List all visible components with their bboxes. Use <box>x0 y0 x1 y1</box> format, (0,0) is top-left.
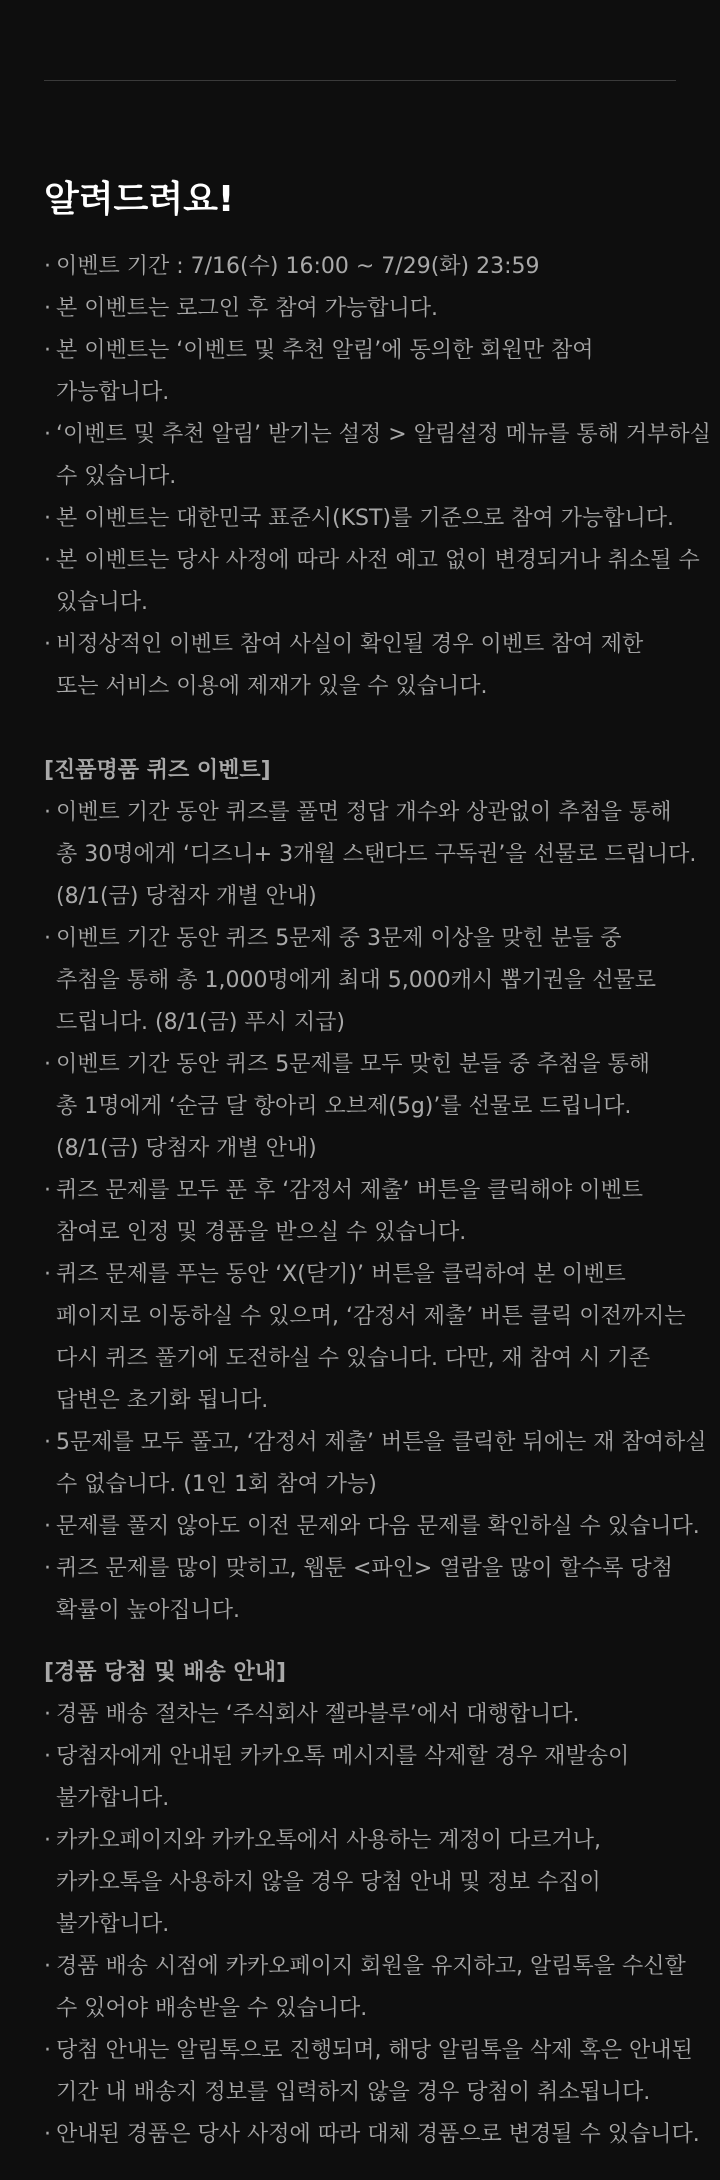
prize-notice-item-line: 수 있어야 배송받을 수 있습니다. <box>56 1996 368 2021</box>
quiz-notice-item <box>44 1044 684 1170</box>
bullet-dot: · <box>44 1430 51 1455</box>
general-notice-item-line: 본 이벤트는 로그인 후 참여 가능합니다. <box>56 296 438 321</box>
prize-notice-item <box>44 2114 700 2156</box>
prize-notice-item <box>44 1946 684 2030</box>
quiz-notice-item-line: 이벤트 기간 동안 퀴즈를 풀면 정답 개수와 상관없이 추첨을 통해 <box>56 800 672 825</box>
general-notice-item-line: 이벤트 기간 : 7/16(수) 16:00 ~ 7/29(화) 23:59 <box>56 254 540 279</box>
bullet-dot: · <box>44 1702 51 1727</box>
general-notice-item <box>44 414 711 498</box>
general-notice-item-line: 있습니다. <box>56 590 149 615</box>
quiz-notice-item-line: (8/1(금) 당첨자 개별 안내) <box>56 884 317 909</box>
top-divider <box>44 80 676 81</box>
prize-notice-item-line: 당첨자에게 안내된 카카오톡 메시지를 삭제할 경우 재발송이 <box>56 1744 630 1769</box>
quiz-notice-item <box>44 918 684 1044</box>
quiz-notice-item <box>44 1548 684 1632</box>
bullet-dot: · <box>44 422 51 447</box>
notice-title: 알려드려요! <box>44 179 235 220</box>
general-notice-item <box>44 624 684 708</box>
bullet-dot: · <box>44 338 51 363</box>
quiz-notice-list <box>44 792 707 1632</box>
prize-notice-item <box>44 1820 684 1946</box>
bullet-dot: · <box>44 2038 51 2063</box>
quiz-notice-item-line: 답변은 초기화 됩니다. <box>56 1388 269 1413</box>
bullet-dot: · <box>44 2122 51 2147</box>
prize-notice-item <box>44 1694 684 1736</box>
bullet-dot: · <box>44 1556 51 1581</box>
general-notice-item-line: 또는 서비스 이용에 제재가 있을 수 있습니다. <box>56 674 488 699</box>
quiz-notice-item-line: 문제를 풀지 않아도 이전 문제와 다음 문제를 확인하실 수 있습니다. <box>56 1514 700 1539</box>
bullet-dot: · <box>44 1262 51 1287</box>
quiz-notice-item-line: 이벤트 기간 동안 퀴즈 5문제 중 3문제 이상을 맞힌 분들 중 <box>56 926 622 951</box>
bullet-dot: · <box>44 1514 51 1539</box>
bullet-dot: · <box>44 1744 51 1769</box>
general-notice-item-line: 가능합니다. <box>56 380 170 405</box>
quiz-notice-item <box>44 1422 707 1506</box>
quiz-notice-item-line: 추첨을 통해 총 1,000명에게 최대 5,000캐시 뽑기권을 선물로 <box>56 968 656 993</box>
bullet-dot: · <box>44 548 51 573</box>
general-notice-item-line: ‘이벤트 및 추천 알림’ 받기는 설정 > 알림설정 메뉴를 통해 거부하실 <box>56 422 711 447</box>
prize-notice-item-line: 당첨 안내는 알림톡으로 진행되며, 해당 알림톡을 삭제 혹은 안내된 <box>56 2038 693 2063</box>
quiz-notice-item-line: 퀴즈 문제를 푸는 동안 ‘X(닫기)’ 버튼을 클릭하여 본 이벤트 <box>56 1262 626 1287</box>
prize-notice-item-line: 경품 배송 시점에 카카오페이지 회원을 유지하고, 알림톡을 수신할 <box>56 1954 686 1979</box>
quiz-notice-item-line: 페이지로 이동하실 수 있으며, ‘감정서 제출’ 버튼 클릭 이전까지는 <box>56 1304 686 1329</box>
bullet-dot: · <box>44 926 51 951</box>
bullet-dot: · <box>44 632 51 657</box>
quiz-notice-item <box>44 1170 684 1254</box>
general-notice-item <box>44 288 684 330</box>
general-notice-item-line: 본 이벤트는 대한민국 표준시(KST)를 기준으로 참여 가능합니다. <box>56 506 674 531</box>
prize-notice-list <box>44 1694 700 2156</box>
prize-notice-item-line: 불가합니다. <box>56 1786 170 1811</box>
quiz-notice-item-line: 이벤트 기간 동안 퀴즈 5문제를 모두 맞힌 분들 중 추첨을 통해 <box>56 1052 650 1077</box>
prize-notice-item-line: 경품 배송 절차는 ‘주식회사 젤라블루’에서 대행합니다. <box>56 1702 580 1727</box>
general-notice-item <box>44 498 684 540</box>
bullet-dot: · <box>44 506 51 531</box>
quiz-notice-item-line: 퀴즈 문제를 모두 푼 후 ‘감정서 제출’ 버튼을 클릭해야 이벤트 <box>56 1178 643 1203</box>
quiz-notice-item-line: 수 없습니다. (1인 1회 참여 가능) <box>56 1472 377 1497</box>
quiz-notice-item-line: 총 1명에게 ‘순금 달 항아리 오브제(5g)’를 선물로 드립니다. <box>56 1094 632 1119</box>
general-notice-item-line: 본 이벤트는 ‘이벤트 및 추천 알림’에 동의한 회원만 참여 <box>56 338 594 363</box>
general-notice-item-line: 본 이벤트는 당사 사정에 따라 사전 예고 없이 변경되거나 취소될 수 <box>56 548 700 573</box>
prize-notice-item-line: 불가합니다. <box>56 1912 170 1937</box>
quiz-notice-item <box>44 792 697 918</box>
prize-notice-item-line: 카카오페이지와 카카오톡에서 사용하는 계정이 다르거나, <box>56 1828 602 1853</box>
quiz-notice-item-line: 확률이 높아집니다. <box>56 1598 241 1623</box>
quiz-notice-item <box>44 1254 684 1422</box>
quiz-notice-item-line: 다시 퀴즈 풀기에 도전하실 수 있습니다. 다만, 재 참여 시 기존 <box>56 1346 650 1371</box>
quiz-section-header: [진품명품 퀴즈 이벤트] <box>44 758 271 783</box>
prize-notice-item-line: 안내된 경품은 당사 사정에 따라 대체 경품으로 변경될 수 있습니다. <box>56 2122 700 2147</box>
prize-section-header: [경품 당첨 및 배송 안내] <box>44 1660 287 1685</box>
quiz-notice-item-line: 퀴즈 문제를 많이 맞히고, 웹툰 <파인> 열람을 많이 할수록 당첨 <box>56 1556 673 1581</box>
prize-notice-item-line: 기간 내 배송지 정보를 입력하지 않을 경우 당첨이 취소됩니다. <box>56 2080 651 2105</box>
bullet-dot: · <box>44 296 51 321</box>
quiz-notice-item <box>44 1506 700 1548</box>
bullet-dot: · <box>44 1954 51 1979</box>
quiz-notice-item-line: 5문제를 모두 풀고, ‘감정서 제출’ 버튼을 클릭한 뒤에는 재 참여하실 <box>56 1430 707 1455</box>
bullet-dot: · <box>44 254 51 279</box>
general-notice-list <box>44 246 711 708</box>
bullet-dot: · <box>44 1828 51 1853</box>
prize-notice-item <box>44 1736 684 1820</box>
general-notice-item-line: 수 있습니다. <box>56 464 177 489</box>
quiz-notice-item-line: (8/1(금) 당첨자 개별 안내) <box>56 1136 317 1161</box>
general-notice-item <box>44 540 700 624</box>
bullet-dot: · <box>44 1178 51 1203</box>
bullet-dot: · <box>44 1052 51 1077</box>
bullet-dot: · <box>44 800 51 825</box>
quiz-notice-item-line: 총 30명에게 ‘디즈니+ 3개월 스탠다드 구독권’을 선물로 드립니다. <box>56 842 697 867</box>
prize-notice-item <box>44 2030 693 2114</box>
prize-notice-item-line: 카카오톡을 사용하지 않을 경우 당첨 안내 및 정보 수집이 <box>56 1870 601 1895</box>
quiz-notice-item-line: 참여로 인정 및 경품을 받으실 수 있습니다. <box>56 1220 467 1245</box>
general-notice-item <box>44 246 684 288</box>
general-notice-item-line: 비정상적인 이벤트 참여 사실이 확인될 경우 이벤트 참여 제한 <box>56 632 644 657</box>
quiz-notice-item-line: 드립니다. (8/1(금) 푸시 지급) <box>56 1010 345 1035</box>
general-notice-item <box>44 330 684 414</box>
